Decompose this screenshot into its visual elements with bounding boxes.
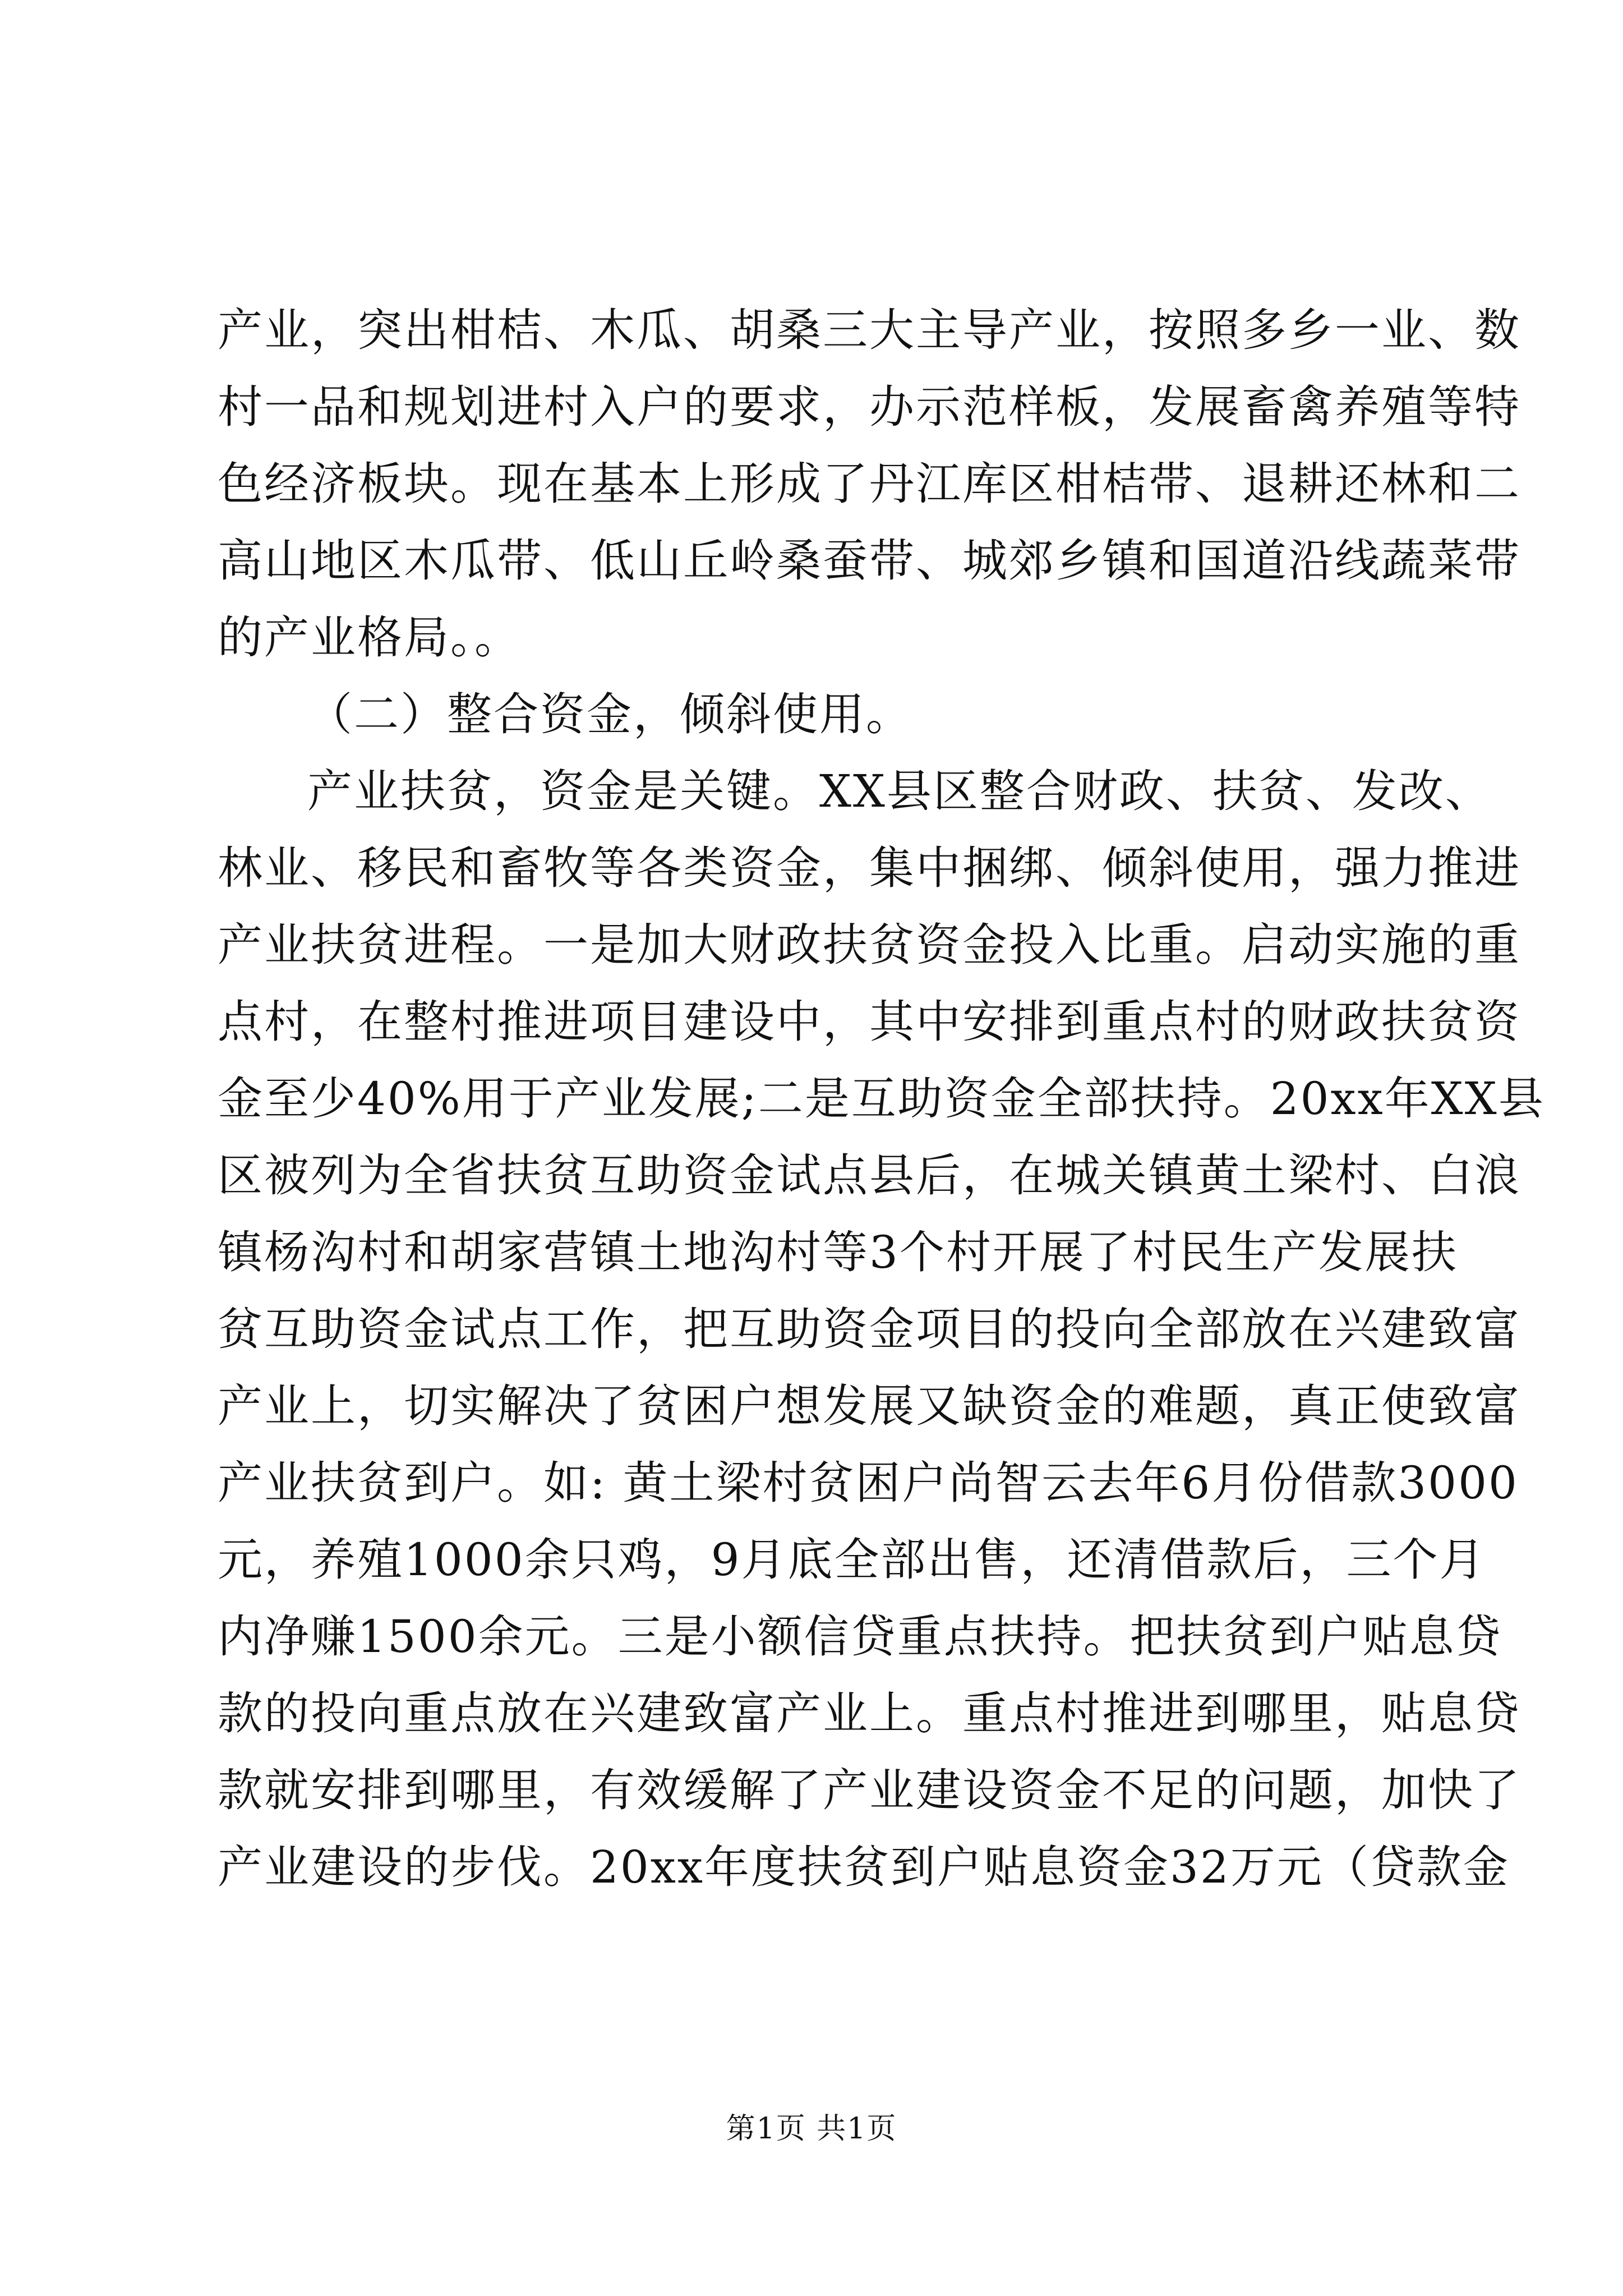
text-line: 产业建设的步伐。20xx年度扶贫到户贴息资金32万元（贷款金 (218, 1841, 1510, 1893)
text-line: 内净赚1500余元。三是小额信贷重点扶持。把扶贫到户贴息贷 (218, 1611, 1502, 1663)
text-line: 林业、移民和畜牧等各类资金，集中捆绑、倾斜使用，强力推进 (218, 842, 1521, 894)
body-text (218, 292, 1545, 1906)
text-line: 区被列为全省扶贫互助资金试点县后，在城关镇黄土梁村、白浪 (218, 1149, 1521, 1202)
section-heading: （二）整合资金，倾斜使用。 (307, 688, 912, 740)
text-line: 镇杨沟村和胡家营镇土地沟村等3个村开展了村民生产发展扶 (218, 1226, 1458, 1278)
paragraph-start: 产业扶贫，资金是关键。XX县区整合财政、扶贫、发改、 (307, 765, 1492, 817)
text-line: 产业扶贫进程。一是加大财政扶贫资金投入比重。启动实施的重 (218, 919, 1521, 971)
text-line: 高山地区木瓜带、低山丘岭桑蚕带、城郊乡镇和国道沿线蔬菜带 (218, 535, 1521, 587)
text-line: 产业，突出柑桔、木瓜、胡桑三大主导产业，按照多乡一业、数 (218, 304, 1521, 356)
text-line: 贫互助资金试点工作，把互助资金项目的投向全部放在兴建致富 (218, 1303, 1521, 1355)
text-line: 金至少40%用于产业发展;二是互助资金全部扶持。20xx年XX县 (218, 1073, 1545, 1125)
text-line: 点村，在整村推进项目建设中，其中安排到重点村的财政扶贫资 (218, 996, 1521, 1048)
text-line: 的产业格局。。 (218, 611, 521, 664)
text-line: 款的投向重点放在兴建致富产业上。重点村推进到哪里，贴息贷 (218, 1687, 1521, 1740)
text-line: 产业扶贫到户。如: 黄土梁村贫困户尚智云去年6月份借款3000 (218, 1457, 1519, 1509)
text-line: 元，养殖1000余只鸡，9月底全部出售，还清借款后，三个月 (218, 1534, 1486, 1586)
text-line: 产业上，切实解决了贫困户想发展又缺资金的难题，真正使致富 (218, 1380, 1521, 1432)
page-footer: 第1页 共1页 (726, 2112, 897, 2146)
text-line: 款就安排到哪里，有效缓解了产业建设资金不足的问题，加快了 (218, 1764, 1521, 1816)
text-line: 村一品和规划进村入户的要求，办示范样板，发展畜禽养殖等特 (218, 381, 1521, 433)
text-line: 色经济板块。现在基本上形成了丹江库区柑桔带、退耕还林和二 (218, 458, 1521, 510)
